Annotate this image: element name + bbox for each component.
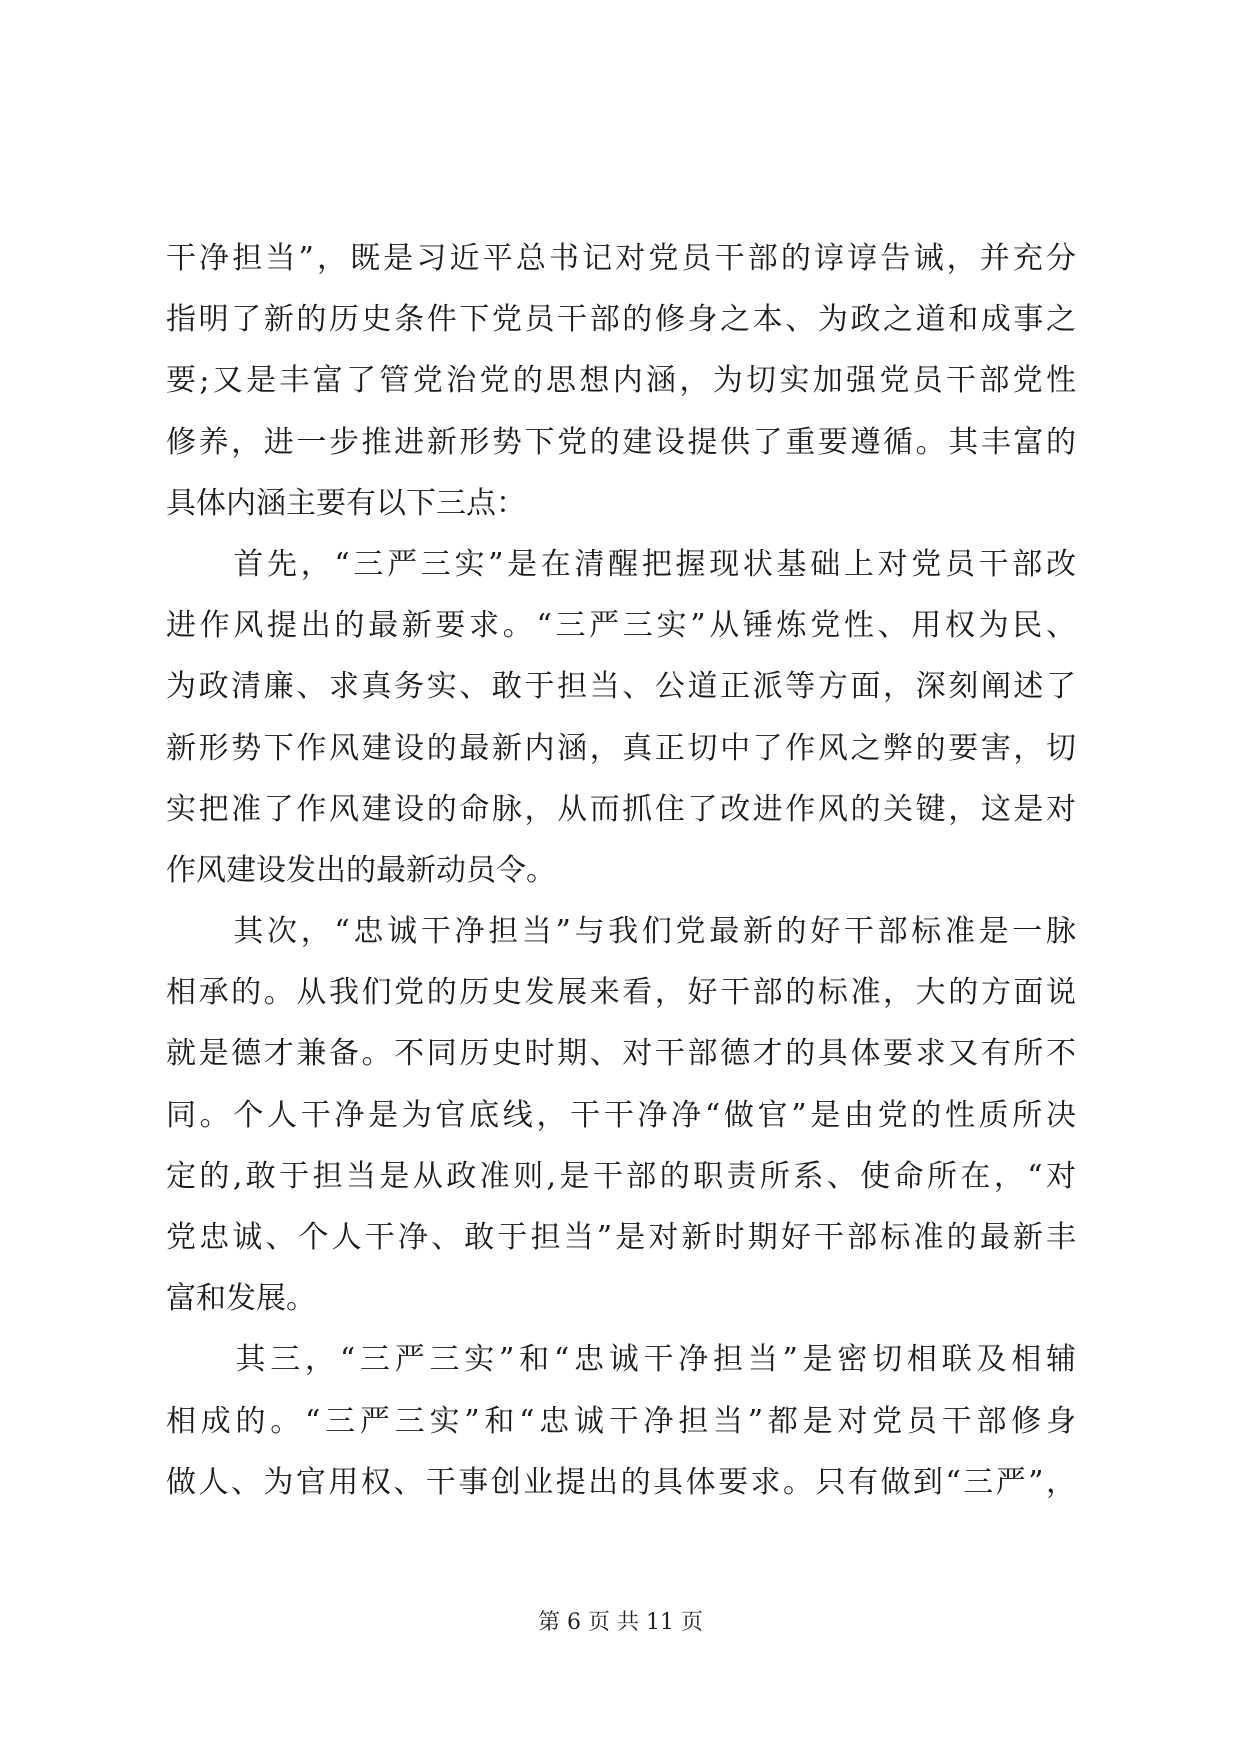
text-line: 同。个人干净是为官底线，干干净净“做官”是由党的性质所决 [166,1097,1076,1133]
text-line: 修养，进一步推进新形势下党的建设提供了重要遵循。其丰富的 [166,424,1076,460]
text-line: 相承的。从我们党的历史发展来看，好干部的标准，大的方面说 [166,975,1076,1011]
text-line: 富和发展。 [166,1281,316,1317]
text-line: 实把准了作风建设的命脉，从而抓住了改进作风的关键，这是对 [166,791,1076,827]
text-line: 就是德才兼备。不同历史时期、对干部德才的具体要求又有所不 [166,1036,1076,1072]
text-line: 进作风提出的最新要求。“三严三实”从锤炼党性、用权为民、 [166,608,1076,644]
text-line: 党忠诚、个人干净、敢于担当”是对新时期好干部标准的最新丰 [166,1220,1076,1255]
text-line: 要;又是丰富了管党治党的思想内涵，为切实加强党员干部党性 [166,363,1076,399]
text-line: 定的,敢于担当是从政准则,是干部的职责所系、使命所在，“对 [166,1158,1076,1194]
text-line: 指明了新的历史条件下党员干部的修身之本、为政之道和成事之 [166,302,1076,338]
text-line: 做人、为官用权、干事创业提出的具体要求。只有做到“三严”， [166,1464,1076,1500]
text-line: 为政清廉、求真务实、敢于担当、公道正派等方面，深刻阐述了 [166,669,1076,705]
page-footer [0,1608,1241,1638]
text-line: 相成的。“三严三实”和“忠诚干净担当”都是对党员干部修身 [166,1403,1076,1439]
document-body [166,228,1076,1513]
text-line: 具体内涵主要有以下三点： [166,485,526,521]
text-line: 干净担当”，既是习近平总书记对党员干部的谆谆告诫，并充分 [166,241,1076,276]
text-line: 新形势下作风建设的最新内涵，真正切中了作风之弊的要害，切 [166,730,1076,766]
text-line: 首先，“三严三实”是在清醒把握现状基础上对党员干部改 [166,546,1076,582]
page-number-label: 第 6 页 共 11 页 [538,1610,703,1635]
text-line: 其三，“三严三实”和“忠诚干净担当”是密切相联及相辅 [166,1342,1076,1378]
text-line: 其次，“忠诚干净担当”与我们党最新的好干部标准是一脉 [166,914,1076,950]
text-line: 作风建设发出的最新动员令。 [166,852,556,888]
